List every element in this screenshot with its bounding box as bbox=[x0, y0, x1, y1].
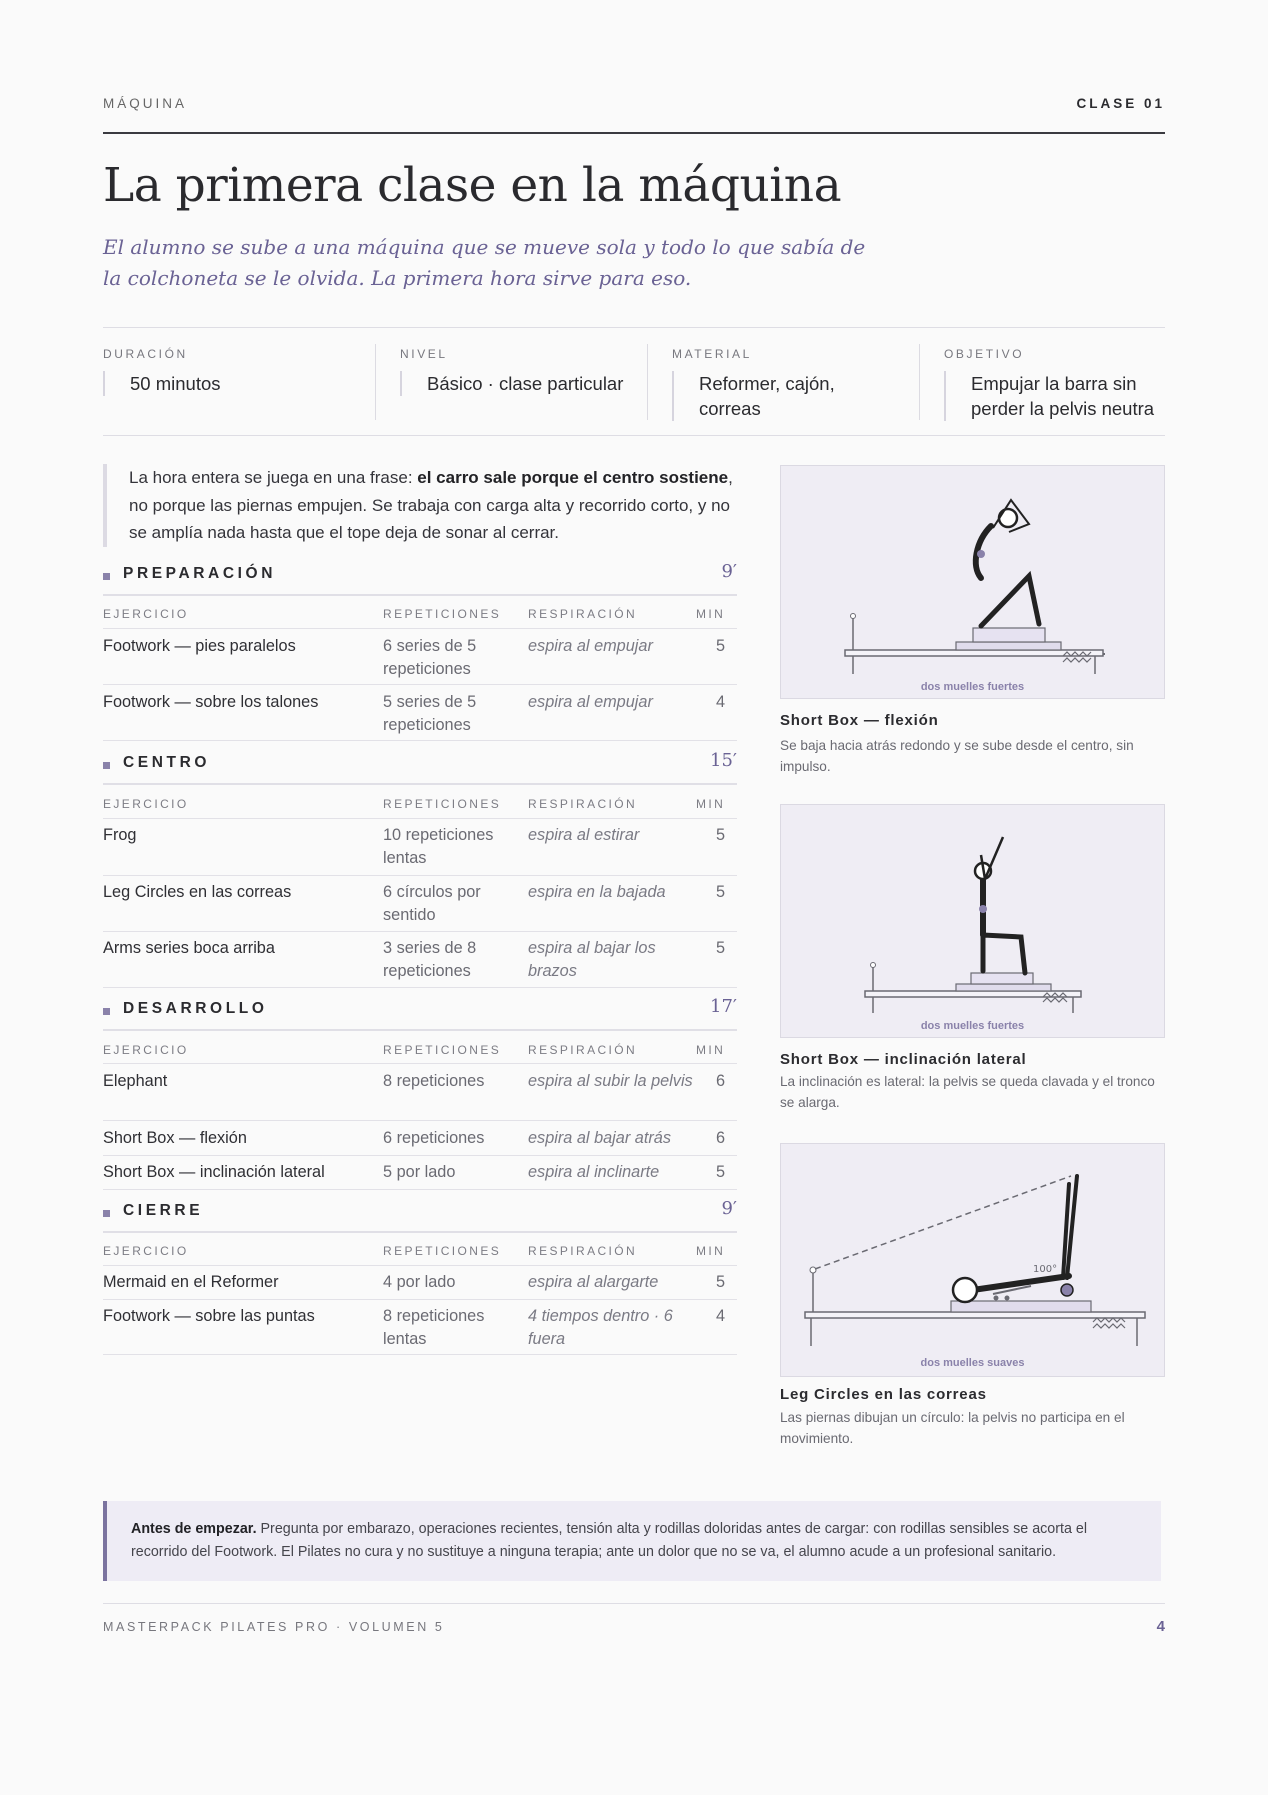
cell-min: 5 bbox=[715, 1163, 725, 1181]
cell-exercise: Elephant bbox=[103, 1072, 168, 1090]
figure-frame bbox=[780, 465, 1165, 699]
col-header-breath: RESPIRACIÓN bbox=[528, 797, 638, 811]
fact-separator bbox=[375, 344, 376, 420]
cell-min: 5 bbox=[715, 939, 725, 957]
row-divider bbox=[103, 1354, 737, 1355]
figure-spring-tag: dos muelles suaves bbox=[920, 1357, 1025, 1369]
section-title: CENTRO bbox=[123, 754, 211, 771]
carriage bbox=[956, 642, 1061, 650]
cell-exercise: Frog bbox=[103, 826, 137, 844]
cell-breath: espira al bajar los brazos bbox=[528, 939, 656, 980]
footer-publication: MASTERPACK PILATES PRO · VOLUMEN 5 bbox=[103, 1620, 445, 1634]
fact-value: Básico · clase particular bbox=[400, 371, 649, 396]
cell-breath: espira al estirar bbox=[528, 826, 640, 844]
section-header-preparacion bbox=[103, 561, 737, 596]
figure-leg-circles bbox=[780, 1143, 1165, 1473]
col-header-reps: REPETICIONES bbox=[383, 1043, 502, 1057]
row-divider bbox=[103, 1265, 737, 1266]
reformer-illustration bbox=[781, 1144, 1164, 1376]
fact-objective bbox=[944, 328, 1165, 435]
cell-reps: 8 repeticiones lentas bbox=[383, 1307, 485, 1348]
carriage bbox=[951, 1301, 1091, 1312]
cell-exercise: Footwork — pies paralelos bbox=[103, 637, 296, 655]
col-header-breath: RESPIRACIÓN bbox=[528, 607, 638, 621]
safety-note-text bbox=[131, 1518, 1141, 1564]
cell-breath: espira al bajar atrás bbox=[528, 1129, 671, 1147]
safety-note-heading: Antes de empezar. bbox=[131, 1521, 257, 1537]
col-header-exercise: EJERCICIO bbox=[103, 1244, 189, 1258]
cell-breath: 4 tiempos dentro · 6 fuera bbox=[528, 1307, 673, 1348]
col-header-exercise: EJERCICIO bbox=[103, 1043, 189, 1057]
col-header-reps: REPETICIONES bbox=[383, 1244, 502, 1258]
angle-label: 100° bbox=[1033, 1264, 1058, 1275]
figure-spring-tag: dos muelles fuertes bbox=[920, 681, 1025, 693]
figure-short-box-flexion bbox=[780, 465, 1165, 785]
cell-min: 5 bbox=[715, 826, 725, 844]
fact-label: NIVEL bbox=[400, 347, 448, 361]
intro-text: , no porque las piernas empujen. Se trabaja con carga alta y recorrido corto, y no se amplía nada hasta que el tope deja de sonar al cerrar. bbox=[129, 468, 733, 542]
figure-legs bbox=[981, 576, 1039, 626]
cell-breath: espira en la bajada bbox=[528, 883, 666, 901]
fact-label: DURACIÓN bbox=[103, 347, 188, 361]
lead-paragraph: El alumno se sube a una máquina que se mueve sola y todo lo que sabía de la colchoneta se le olvida. La primera hora sirve para eso. bbox=[103, 235, 866, 290]
fact-label: MATERIAL bbox=[672, 347, 752, 361]
fact-material bbox=[672, 328, 912, 435]
running-head-section: MÁQUINA bbox=[103, 96, 188, 111]
cell-min: 4 bbox=[715, 693, 725, 711]
page-title: La primera clase en la máquina bbox=[103, 158, 842, 213]
cell-exercise: Mermaid en el Reformer bbox=[103, 1273, 279, 1291]
springs bbox=[1093, 1318, 1125, 1328]
fact-value: Empujar la barra sin perder la pelvis neutra bbox=[944, 371, 1167, 421]
cell-exercise: Leg Circles en las correas bbox=[103, 883, 292, 901]
figure-title: Leg Circles en las correas bbox=[780, 1386, 987, 1403]
cell-reps: 6 repeticiones bbox=[383, 1129, 485, 1147]
reformer-frame bbox=[805, 1312, 1145, 1318]
row-divider bbox=[103, 931, 737, 932]
safety-note bbox=[103, 1501, 1161, 1581]
cell-breath: espira al alargarte bbox=[528, 1273, 659, 1291]
fact-value: 50 minutos bbox=[103, 371, 330, 396]
footer-page-number: 4 bbox=[1156, 1618, 1165, 1635]
cell-min: 5 bbox=[715, 637, 725, 655]
figure-caption: Se baja hacia atrás redondo y se sube desde el centro, sin impulso. bbox=[780, 738, 1134, 774]
row-divider bbox=[103, 1120, 737, 1121]
fact-level bbox=[400, 328, 660, 435]
col-header-reps: REPETICIONES bbox=[383, 797, 502, 811]
cell-min: 4 bbox=[715, 1307, 725, 1325]
safety-note-body: Pregunta por embarazo, operaciones recientes, tensión alta y rodillas doloridas antes de cargar: con rodillas sensibles se acorta el recorrido del Footwork. El Pilates no cura y no sustituye a ninguna terapia; ante un dolor que no se va, el alumno acude a un profesional sanitario. bbox=[131, 1521, 1088, 1560]
cell-reps: 3 series de 8 repeticiones bbox=[383, 939, 477, 980]
section-title: CIERRE bbox=[123, 1202, 204, 1219]
section-time: 9′ bbox=[721, 561, 737, 582]
col-header-min: MIN bbox=[696, 607, 726, 621]
figure-legs bbox=[983, 935, 1025, 973]
figure-frame bbox=[780, 804, 1165, 1038]
figure-head bbox=[999, 509, 1017, 527]
row-divider bbox=[103, 875, 737, 876]
cell-exercise: Arms series boca arriba bbox=[103, 939, 275, 957]
figure-caption: Las piernas dibujan un círculo: la pelvis no participa en el movimiento. bbox=[780, 1410, 1125, 1446]
strap-pulley bbox=[810, 1267, 816, 1273]
cell-min: 6 bbox=[715, 1072, 725, 1090]
figure-title: Short Box — flexión bbox=[780, 712, 939, 729]
cell-breath: espira al empujar bbox=[528, 637, 653, 655]
row-divider bbox=[103, 1155, 737, 1156]
reformer-illustration bbox=[781, 805, 1164, 1037]
cell-min: 5 bbox=[715, 883, 725, 901]
fact-separator bbox=[647, 344, 648, 420]
figure-head bbox=[953, 1278, 977, 1302]
cell-exercise: Footwork — sobre las puntas bbox=[103, 1307, 315, 1325]
fact-value: Reformer, cajón, correas bbox=[672, 371, 887, 421]
row-divider bbox=[103, 684, 737, 685]
row-divider bbox=[103, 1299, 737, 1300]
figure-joint bbox=[1061, 1284, 1073, 1296]
col-header-breath: RESPIRACIÓN bbox=[528, 1043, 638, 1057]
col-header-min: MIN bbox=[696, 1244, 726, 1258]
col-header-min: MIN bbox=[696, 1043, 726, 1057]
cell-reps: 8 repeticiones bbox=[383, 1072, 485, 1090]
row-divider bbox=[103, 740, 737, 741]
cell-reps: 5 por lado bbox=[383, 1163, 456, 1181]
running-head-class: CLASE 01 bbox=[1076, 96, 1165, 111]
figure-title: Short Box — inclinación lateral bbox=[780, 1051, 1027, 1068]
figure-joint bbox=[979, 905, 987, 913]
col-header-min: MIN bbox=[696, 797, 726, 811]
facts-strip bbox=[103, 327, 1165, 436]
cell-reps: 6 series de 5 repeticiones bbox=[383, 637, 477, 678]
fact-duration bbox=[103, 328, 363, 435]
intro-quote bbox=[103, 464, 749, 547]
section-bullet-icon bbox=[103, 1210, 110, 1217]
section-title: PREPARACIÓN bbox=[123, 565, 276, 582]
footbar-knob bbox=[851, 614, 856, 619]
row-divider bbox=[103, 987, 737, 988]
cell-exercise: Short Box — inclinación lateral bbox=[103, 1163, 325, 1181]
section-bullet-icon bbox=[103, 573, 110, 580]
cell-exercise: Footwork — sobre los talones bbox=[103, 693, 319, 711]
cell-min: 6 bbox=[715, 1129, 725, 1147]
cell-reps: 5 series de 5 repeticiones bbox=[383, 693, 477, 734]
cell-reps: 4 por lado bbox=[383, 1273, 456, 1291]
figure-joint bbox=[977, 550, 985, 558]
row-divider bbox=[103, 818, 737, 819]
section-title: DESARROLLO bbox=[123, 1000, 268, 1017]
row-divider bbox=[103, 628, 737, 629]
strap-line bbox=[815, 1176, 1071, 1269]
page-footer bbox=[103, 1603, 1165, 1644]
section-time: 9′ bbox=[721, 1198, 737, 1219]
footbar-knob bbox=[871, 963, 876, 968]
fact-label: OBJETIVO bbox=[944, 347, 1025, 361]
cell-reps: 6 círculos por sentido bbox=[383, 883, 481, 924]
section-header-centro bbox=[103, 750, 737, 785]
section-time: 17′ bbox=[710, 996, 737, 1017]
figure-hand bbox=[994, 1296, 999, 1301]
col-header-reps: REPETICIONES bbox=[383, 607, 502, 621]
section-header-cierre bbox=[103, 1198, 737, 1233]
intro-text: La hora entera se juega en una frase: bbox=[129, 468, 418, 487]
section-bullet-icon bbox=[103, 1008, 110, 1015]
row-divider bbox=[103, 1063, 737, 1064]
running-head bbox=[103, 96, 1165, 134]
figure-legs bbox=[1063, 1176, 1077, 1278]
row-divider bbox=[103, 1189, 737, 1190]
cell-exercise: Short Box — flexión bbox=[103, 1129, 247, 1147]
short-box bbox=[973, 628, 1045, 642]
figure-short-box-lateral bbox=[780, 804, 1165, 1124]
reformer-illustration bbox=[781, 466, 1164, 698]
section-header-desarrollo bbox=[103, 996, 737, 1031]
col-header-exercise: EJERCICIO bbox=[103, 607, 189, 621]
col-header-breath: RESPIRACIÓN bbox=[528, 1244, 638, 1258]
figure-caption: La inclinación es lateral: la pelvis se queda clavada y el tronco se alarga. bbox=[780, 1074, 1155, 1110]
cell-breath: espira al empujar bbox=[528, 693, 653, 711]
cell-breath: espira al inclinarte bbox=[528, 1163, 660, 1181]
cell-reps: 10 repeticiones lentas bbox=[383, 826, 494, 867]
intro-emphasis: el carro sale porque el centro sostiene bbox=[417, 468, 729, 487]
cell-min: 5 bbox=[715, 1273, 725, 1291]
figure-hand bbox=[1005, 1296, 1010, 1301]
figure-spring-tag: dos muelles fuertes bbox=[920, 1020, 1025, 1032]
carriage bbox=[956, 984, 1051, 991]
fact-separator bbox=[919, 344, 920, 420]
section-bullet-icon bbox=[103, 762, 110, 769]
figure-frame bbox=[780, 1143, 1165, 1377]
section-time: 15′ bbox=[710, 750, 737, 771]
col-header-exercise: EJERCICIO bbox=[103, 797, 189, 811]
cell-breath: espira al subir la pelvis bbox=[528, 1072, 693, 1090]
